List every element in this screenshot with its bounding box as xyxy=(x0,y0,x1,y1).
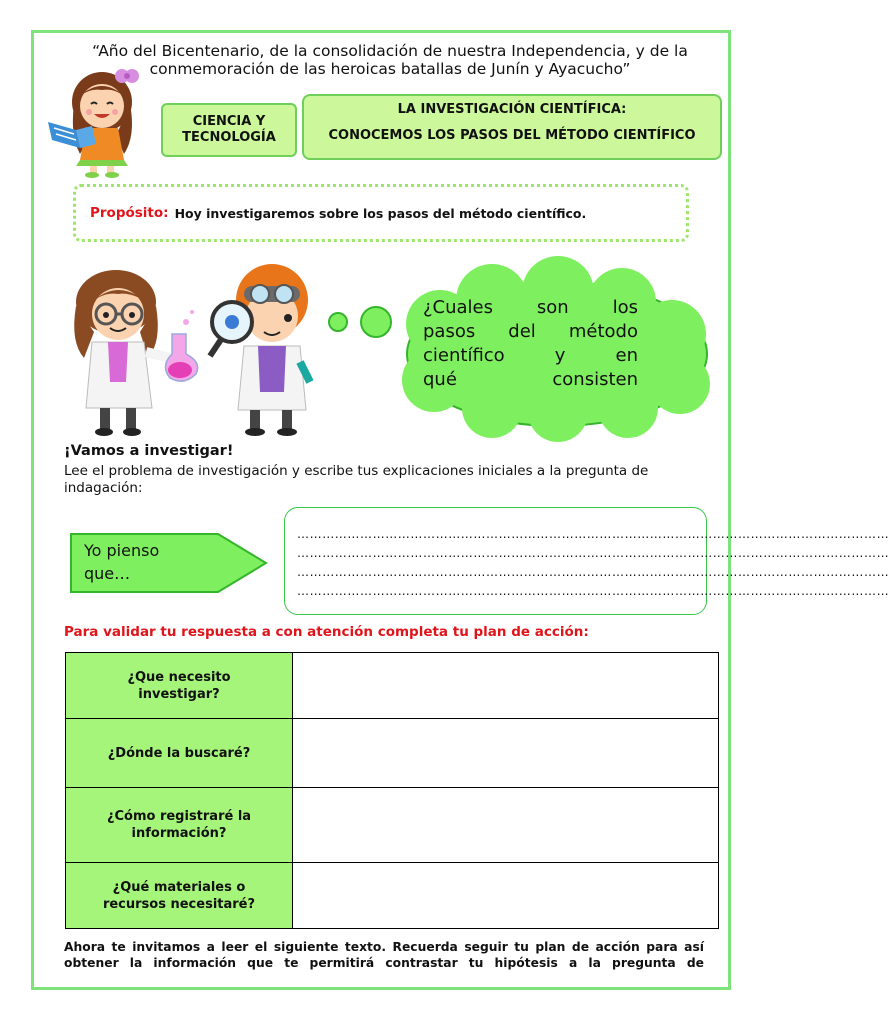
plan-answer-cell[interactable] xyxy=(293,653,719,719)
subject-box: CIENCIA Y TECNOLOGÍA xyxy=(161,103,297,157)
plan-question-cell: ¿Que necesito investigar? xyxy=(66,653,293,719)
motto-line-2: conmemoración de las heroicas batallas de Junín y Ayacucho” xyxy=(149,60,631,78)
table-row xyxy=(66,788,719,863)
purpose-label: Propósito: xyxy=(90,205,169,221)
cloud-question-line: pasos del método xyxy=(423,321,638,342)
answer-dotted-line: …………………………………………………………………………………………………………………………… xyxy=(297,584,889,598)
motto xyxy=(70,42,710,78)
plan-question-cell: ¿Dónde la buscaré? xyxy=(66,719,293,788)
plan-question-cell: ¿Qué materiales o recursos necesitaré? xyxy=(66,863,293,929)
action-plan-table xyxy=(65,652,719,929)
session-title-box xyxy=(302,94,722,160)
plan-question-cell: ¿Cómo registraré la información? xyxy=(66,788,293,863)
table-row xyxy=(66,653,719,719)
cloud-question xyxy=(423,296,638,392)
hypothesis-answer-box[interactable] xyxy=(284,507,889,615)
footer-text: Ahora te invitamos a leer el siguiente texto. Recuerda seguir tu plan de acción para así obtener la información que te permitirá contrastar tu hipótesis a la pregunta de xyxy=(64,940,704,970)
table-row xyxy=(66,719,719,788)
plan-intro: Para validar tu respuesta a con atención completa tu plan de acción: xyxy=(64,624,589,640)
investigate-heading: ¡Vamos a investigar! xyxy=(64,443,234,459)
session-title-line-2: CONOCEMOS LOS PASOS DEL MÉTODO CIENTÍFICO xyxy=(328,128,696,143)
i-think-label: Yo pienso que… xyxy=(84,541,160,583)
purpose-text: Hoy investigaremos sobre los pasos del método científico. xyxy=(174,205,587,221)
investigate-instructions: Lee el problema de investigación y escribe tus explicaciones iniciales a la pregunta de indagación: xyxy=(64,463,649,496)
session-title-line-1: LA INVESTIGACIÓN CIENTÍFICA: xyxy=(397,102,627,117)
motto-line-1: “Año del Bicentenario, de la consolidación de nuestra Independencia, y de la xyxy=(92,42,688,60)
answer-dotted-line: …………………………………………………………………………………………………………………………… xyxy=(297,546,889,560)
purpose-box xyxy=(73,184,689,242)
plan-answer-cell[interactable] xyxy=(293,788,719,863)
girl-reading-illustration xyxy=(44,66,154,178)
answer-dotted-line: …………………………………………………………………………………………………………………………… xyxy=(297,565,889,579)
cloud-question-line: científico y en xyxy=(423,345,638,366)
scientist-kids-illustration xyxy=(60,262,340,440)
plan-answer-cell[interactable] xyxy=(293,719,719,788)
plan-answer-cell[interactable] xyxy=(293,863,719,929)
cloud-question-line: ¿Cuales son los xyxy=(423,297,638,318)
answer-dotted-line: …………………………………………………………………………………………………………………………… xyxy=(297,527,889,541)
cloud-question-line: qué consisten xyxy=(423,369,638,390)
table-row xyxy=(66,863,719,929)
